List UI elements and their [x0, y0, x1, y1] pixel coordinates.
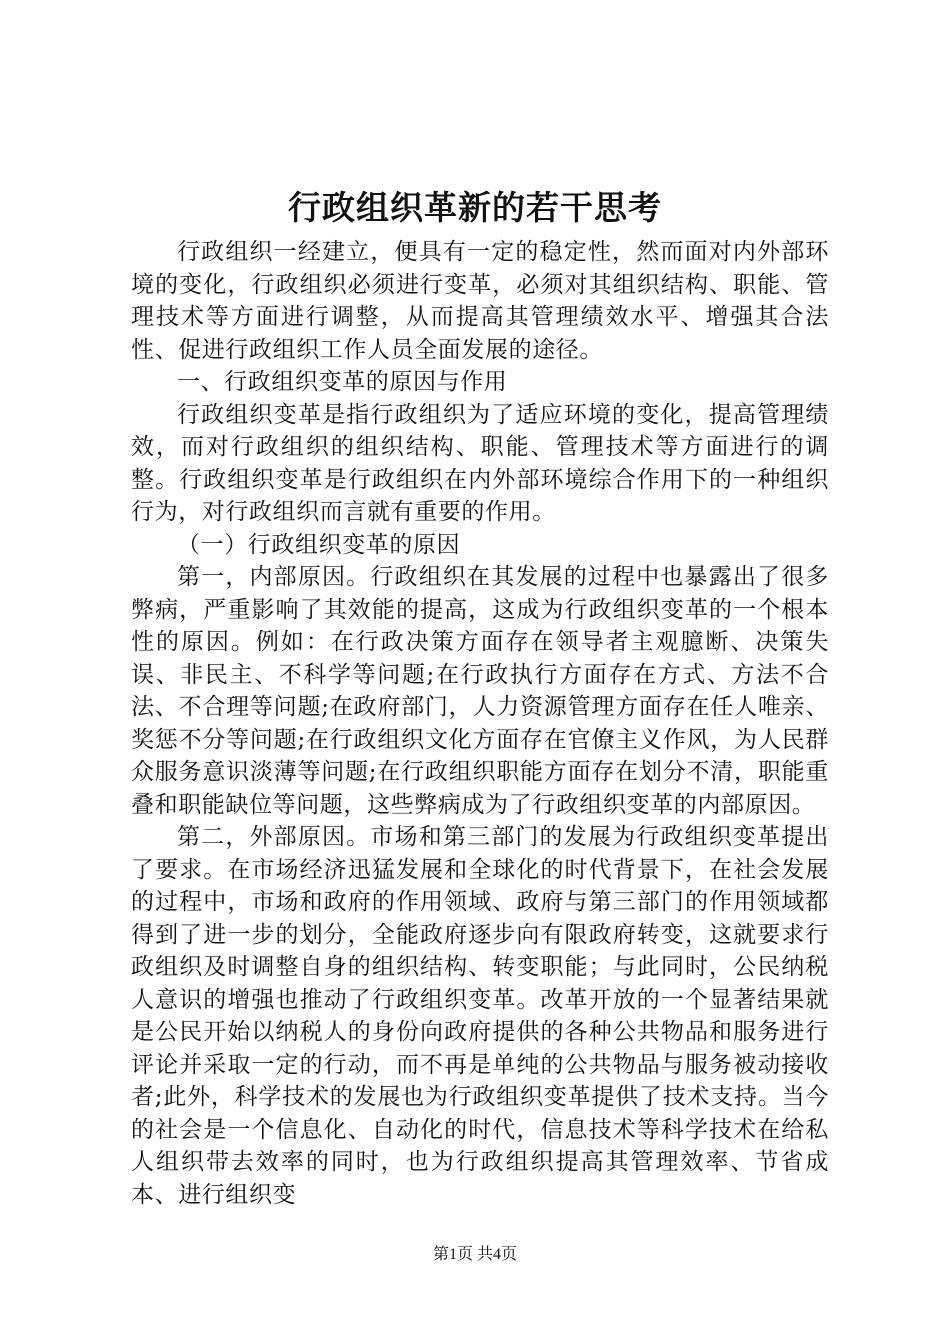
document-body: [131, 236, 829, 1211]
section-heading-1: 一、行政组织变革的原因与作用: [177, 369, 508, 395]
document-title: 行政组织革新的若干思考: [288, 188, 662, 227]
paragraph-external-reasons: 第二，外部原因。市场和第三部门的发展为行政组织变革提出了要求。在市场经济迅猛发展和全球化的时代背景下，在社会发展的过程中，市场和政府的作用领域、政府与第三部门的作用领域都得到了进一步的划分，全能政府逐步向有限政府转变，这就要求行政组织及时调整自身的组织结构、转变职能；与此同时，公民纳税人意识的增强也推动了行政组织变革。改革开放的一个显著结果就是公民开始以纳税人的身份向政府提供的各种公共物品和服务进行评论并采取一定的行动，而不再是单纯的公共物品与服务被动接收者;此外，科学技术的发展也为行政组织变革提供了技术支持。当今的社会是一个信息化、自动化的时代，信息技术等科学技术在给私人组织带去效率的同时，也为行政组织提高其管理效率、节省成本、进行组织变: [131, 824, 829, 1208]
subsection-heading-1: （一）行政组织变革的原因: [177, 531, 461, 558]
paragraph-definition: 行政组织变革是指行政组织为了适应环境的变化，提高管理绩效，而对行政组织的组织结构、职能、管理技术等方面进行的调整。行政组织变革是行政组织在内外部环境综合作用下的一种组织行为，对行政组织而言就有重要的作用。: [131, 401, 829, 525]
page-footer: 第1页 共4页: [432, 1246, 517, 1263]
paragraph-internal-reasons: 第一，内部原因。行政组织在其发展的过程中也暴露出了很多弊病，严重影响了其效能的提高，这成为行政组织变革的一个根本性的原因。例如：在行政决策方面存在领导者主观臆断、决策失误、非民主、不科学等问题;在行政执行方面存在方式、方法不合法、不合理等问题;在政府部门，人力资源管理方面存在任人唯亲、奖惩不分等问题;在行政组织文化方面存在官僚主义作风，为人民群众服务意识淡薄等问题;在行政组织职能方面存在划分不清，职能重叠和职能缺位等问题，这些弊病成为了行政组织变革的内部原因。: [131, 564, 829, 818]
paragraph-intro: 行政组织一经建立，便具有一定的稳定性，然而面对内外部环境的变化，行政组织必须进行变革，必须对其组织结构、职能、管理技术等方面进行调整，从而提高其管理绩效水平、增强其合法性、促进行政组织工作人员全面发展的途径。: [131, 239, 829, 363]
